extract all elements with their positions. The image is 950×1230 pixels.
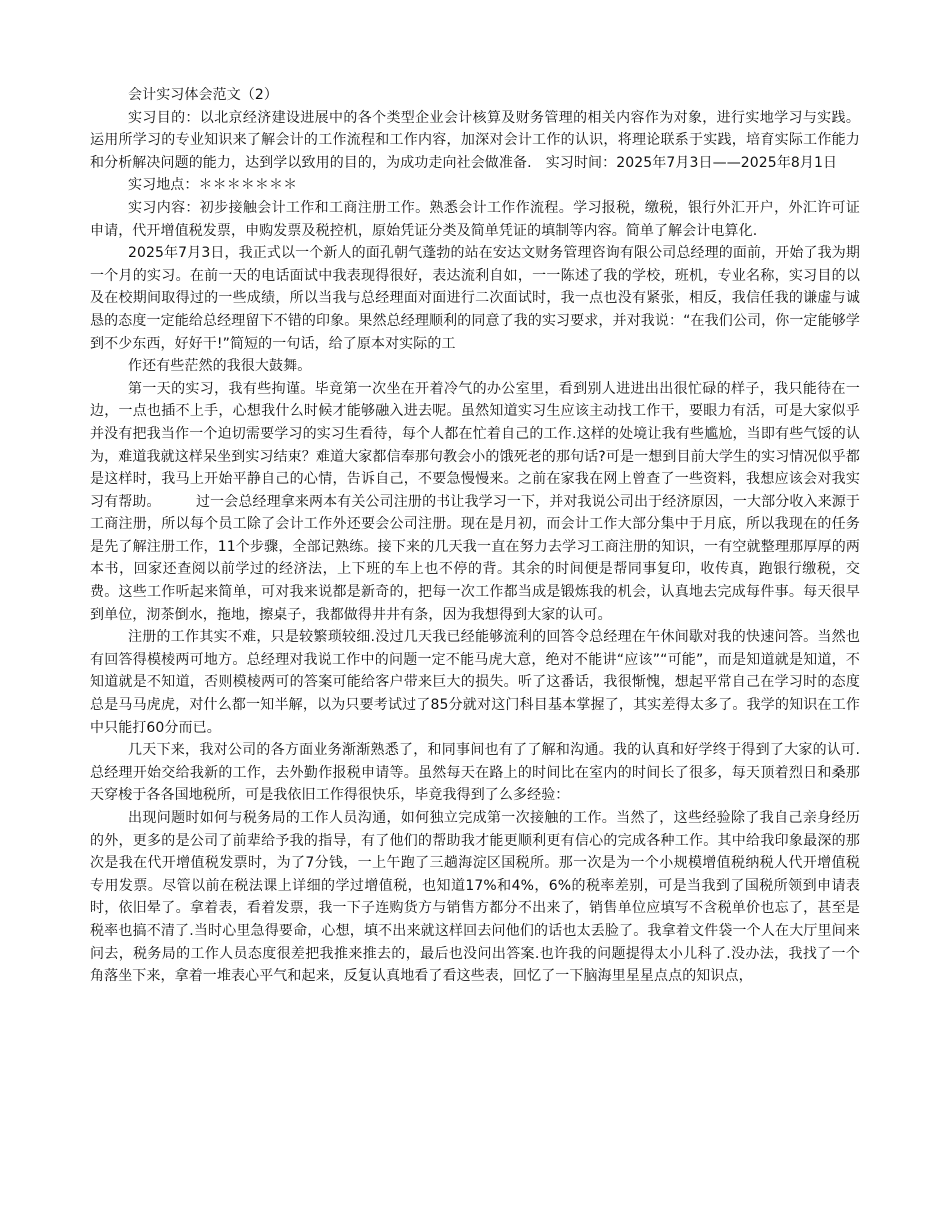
paragraph-tax-office: 出现问题时如何与税务局的工作人员沟通，如何独立完成第一次接触的工作。当然了，这些经验除了我自己亲身经历的外，更多的是公司了前辈给予我的指导，有了他们的帮助我才能更顺利更有信心的完成各种工作。其中给我印象最深的那次是我在代开增值税发票时，为了7分钱，一上午跑了三趟海淀区国税所。那一次是为一个小规模增值税纳税人代开增值税专用发票。尽管以前在税法课上详细的学过增值税，也知道17%和4%，6%的税率差别，可是当我到了国税所领到申请表时，依旧晕了。拿着表，看着发票，我一下子连购货方与销售方都分不出来了，销售单位应填写不含税单价也忘了，甚至是税率也搞不清了.当时心里急得要命，心想，填不出来就这样回去问他们的话也太丢脸了。我拿着文件袋一个人在大厅里间来问去，税务局的工作人员态度很差把我推来推去的，最后也没问出答案.也许我的问题提得太小儿科了.没办法，我找了一个角落坐下来，拿着一堆表心平气和起来，反复认真地看了看这些表，回忆了一下脑海里星星点点的知识点， bbox=[90, 810, 860, 985]
document-page bbox=[90, 84, 860, 988]
paragraph-encouragement: 作还有些茫然的我很大鼓舞。 bbox=[128, 358, 312, 375]
paragraph-new-tasks: 几天下来，我对公司的各方面业务渐渐熟悉了，和同事间也有了了解和沟通。我的认真和好学终于得到了大家的认可.总经理开始交给我新的工作，去外勤作报税申请等。虽然每天在路上的时间比在室内的时间长了很多，每天顶着烈日和桑那天穿梭于各各国地税所，可是我依旧工作得很快乐，毕竟我得到了么多经验： bbox=[90, 742, 860, 804]
paragraph-first-day: 第一天的实习，我有些拘谨。毕竟第一次坐在开着冷气的办公室里，看到别人进进出出很忙碌的样子，我只能待在一边，一点也插不上手，心想我什么时候才能够融入进去呢。虽然知道实习生应该主动找工作干，要眼力有活，可是大家似乎并没有把我当作一个迫切需要学习的实习生看待，每个人都在忙着自己的工作.这样的处境让我有些尴尬，当即有些气馁的认为，难道我就这样呆坐到实习结束？难道大家都信奉那句教会小的饿死老的那句话?可是一想到目前大学生的实习情况似乎都是这样时，我马上开始平静自己的心情，告诉自己，不要急慢慢来。之前在家我在网上曾查了一些资料，我想应该会对我实习有帮助。 过一会总经理拿来两本有关公司注册的书让我学习一下，并对我说公司出于经济原因，一大部分收入来源于工商注册，所以每个员工除了会计工作外还要会公司注册。现在是月初，而会计工作大部分集中于月底，所以我现在的任务是先了解注册工作，11个步骤，全部记熟练。接下来的几天我一直在努力去学习工商注册的知识，一有空就整理那厚厚的两本书，回家还查阅以前学过的经济法，上下班的车上也不停的背。其余的时间便是帮同事复印，收传真，跑银行缴税，交费。这些工作听起来简单，可对我来说都是新奇的，把每一次工作都当成是锻炼我的机会，认真地去完成每件事。每天很早到单位，沏茶倒水，拖地，擦桌子，我都做得井井有条，因为我想得到大家的认可。 bbox=[90, 380, 860, 623]
paragraph-first-day-interview: 2025年7月3日，我正式以一个新人的面孔朝气蓬勃的站在安达文财务管理咨询有限公司总经理的面前，开始了我为期一个月的实习。在前一天的电话面试中我表现得很好，表达流利自如，一一陈述了我的学校，班机，专业名称，实习目的以及在校期间取得过的一些成绩，所以当我与总经理面对面进行二次面试时，我一点也没有紧张，相反，我信任我的谦虚与诚恳的态度一定能给总经理留下不错的印象。果然总经理顺利的同意了我的实习要求，并对我说：“在我们公司，你一定能够学到不少东西，好好干!”简短的一句话，给了原本对实际的工 bbox=[90, 245, 860, 352]
document-title: 会计实习体会范文（2） bbox=[128, 87, 279, 103]
paragraph-content: 实习内容：初步接触会计工作和工商注册工作。熟悉会计工作作流程。学习报税，缴税，银行外汇开户，外汇许可证申请，代开增值税发票，申购发票及税控机，原始凭证分类及简单凭证的填制等内容。简单了解会计电算化. bbox=[90, 199, 860, 239]
paragraph-registration: 注册的工作其实不难，只是较繁琐较细.没过几天我已经能够流利的回答令总经理在午休间歇对我的快速问答。当然也有回答得模棱两可地方。总经理对我说工作中的问题一定不能马虎大意，绝对不能讲“应该”“可能”，而是知道就是知道，不知道就是不知道，否则模棱两可的答案可能给客户带来巨大的损失。听了这番话，我很惭愧，想起平常自己在学习时的态度总是马马虎虎，对什么都一知半解，以为只要考试过了85分就对这门科目基本掌握了，其实差得太多了。我学的知识在工作中只能打60分而已。 bbox=[90, 629, 860, 736]
paragraph-location: 实习地点：＊＊＊＊＊＊＊ bbox=[128, 177, 298, 194]
paragraph-purpose: 实习目的：以北京经济建设进展中的各个类型企业会计核算及财务管理的相关内容作为对象，进行实地学习与实践。运用所学习的专业知识来了解会计的工作流程和工作内容，加深对会计工作的认识，将理论联系于实践，培育实际工作能力和分析解决问题的能力，达到学以致用的目的，为成功走向社会做准备. 实习时间：2025年7月3日——2025年8月1日 bbox=[90, 109, 860, 171]
